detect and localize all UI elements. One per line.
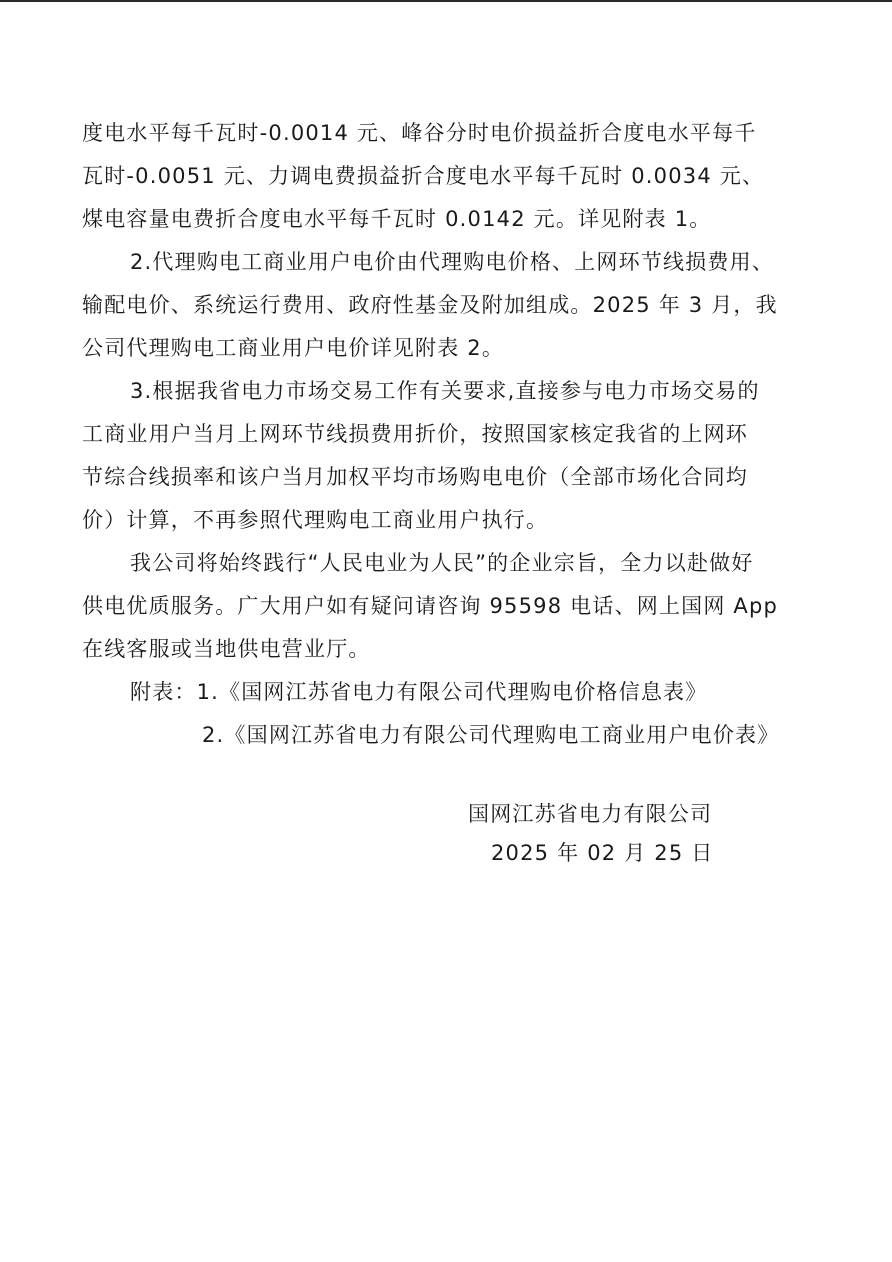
paragraph-1-line-2: 瓦时-0.0051 元、力调电费损益折合度电水平每千瓦时 0.0034 元、 — [82, 164, 765, 188]
paragraph-2-line-3: 公司代理购电工商业用户电价详见附表 2。 — [82, 336, 505, 360]
paragraph-4-line-1: 我公司将始终践行“人民电业为人民”的企业宗旨，全力以赴做好 — [130, 551, 754, 575]
paragraph-1-line-1: 度电水平每千瓦时-0.0014 元、峰谷分时电价损益折合度电水平每千 — [82, 121, 757, 145]
paragraph-3-line-4: 价）计算，不再参照代理购电工商业用户执行。 — [82, 508, 549, 532]
paragraph-2-line-2: 输配电价、系统运行费用、政府性基金及附加组成。2025 年 3 月，我 — [82, 293, 778, 317]
signature-organization: 国网江苏省电力有限公司 — [468, 802, 713, 826]
paragraph-1-line-3: 煤电容量电费折合度电水平每千瓦时 0.0142 元。详见附表 1。 — [82, 207, 712, 231]
paragraph-3-line-2: 工商业用户当月上网环节线损费用折价，按照国家核定我省的上网环 — [82, 422, 748, 446]
paragraph-2-line-1: 2.代理购电工商业用户电价由代理购电价格、上网环节线损费用、 — [130, 250, 775, 274]
annex-item-1: 附表：1.《国网江苏省电力有限公司代理购电价格信息表》 — [130, 680, 708, 704]
paragraph-4-line-3: 在线客服或当地供电营业厅。 — [82, 637, 371, 661]
annex-item-2: 2.《国网江苏省电力有限公司代理购电工商业用户电价表》 — [202, 723, 780, 747]
signature-date: 2025 年 02 月 25 日 — [491, 841, 714, 865]
document-body — [82, 112, 822, 873]
paragraph-3-line-1: 3.根据我省电力市场交易工作有关要求,直接参与电力市场交易的 — [130, 379, 760, 403]
paragraph-3-line-3: 节综合线损率和该户当月加权平均市场购电电价（全部市场化合同均 — [82, 465, 748, 489]
paragraph-4-line-2: 供电优质服务。广大用户如有疑问请咨询 95598 电话、网上国网 App — [82, 594, 779, 618]
page-top-border — [0, 0, 892, 2]
